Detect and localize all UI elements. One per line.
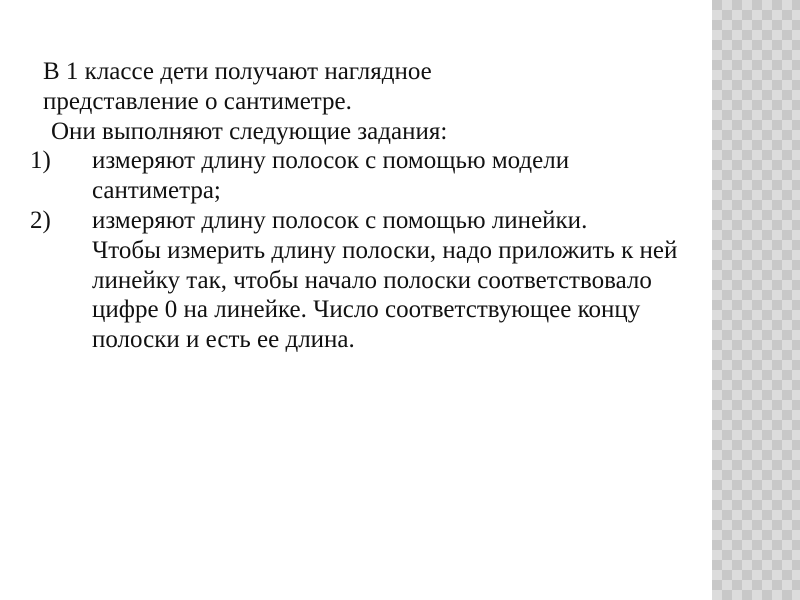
- decorative-side-panel: [712, 0, 800, 600]
- tasks-lead: Они выполняют следующие задания:: [51, 117, 448, 145]
- task-number-1: 1): [30, 147, 51, 175]
- slide-content: [30, 57, 700, 355]
- task-text-2: измеряют длину полосок с помощью линейки.: [92, 206, 588, 234]
- task-item-2: [30, 206, 700, 236]
- task-number-2: 2): [30, 206, 51, 234]
- intro-line-2: представление о сантиметре.: [43, 87, 352, 115]
- task-text-1: измеряют длину полосок с помощью модели сантиметра;: [92, 147, 570, 205]
- intro-line-1: В 1 классе дети получают наглядное: [43, 58, 432, 85]
- measurement-explanation: Чтобы измерить длину полоски, надо приложить к ней линейку так, чтобы начало полоски соответствовало цифре 0 на линейке. Число соответствующее концу полоски и есть ее длина.: [92, 236, 678, 354]
- task-item-1: [30, 146, 700, 206]
